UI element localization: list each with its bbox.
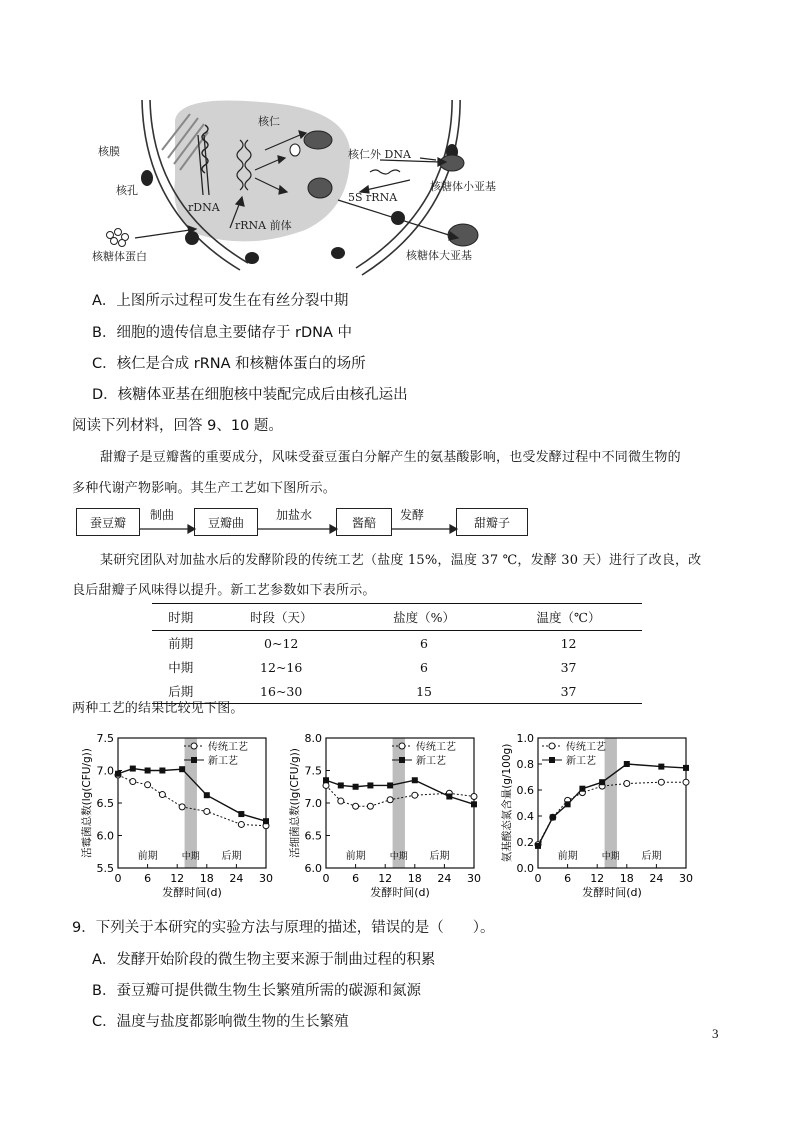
data-point	[387, 782, 393, 788]
data-point	[159, 792, 165, 798]
data-point	[599, 779, 605, 785]
table-row	[152, 655, 642, 679]
data-point	[338, 782, 344, 788]
data-point	[353, 803, 359, 809]
table-cell: 前期	[168, 636, 194, 651]
x-tick-label: 18	[407, 872, 422, 885]
data-point	[565, 801, 571, 807]
x-tick-label: 24	[649, 872, 664, 885]
data-point	[130, 779, 136, 785]
flow-arrow-label: 制曲	[150, 508, 175, 522]
x-tick-label: 6	[144, 872, 152, 885]
y-tick-label: 5.5	[96, 862, 114, 875]
q8-option-d: D．核糖体亚基在细胞核中装配完成后由核孔运出	[92, 387, 408, 403]
y-tick-label: 7.5	[96, 732, 114, 745]
y-tick-label: 7.0	[96, 764, 114, 778]
table-header: 温度（℃）	[495, 604, 642, 631]
data-point	[323, 777, 329, 783]
period-label: 中期	[389, 852, 408, 862]
flow-arrow-label: 加盐水	[276, 508, 313, 522]
q9-option-b: B．蚕豆瓣可提供微生物生长繁殖所需的碳源和氮源	[92, 983, 421, 999]
x-tick-label: 0	[534, 872, 542, 885]
y-tick-label: 6.0	[304, 862, 322, 875]
data-point	[323, 782, 329, 788]
mid-period-band	[605, 738, 617, 868]
data-point	[387, 797, 393, 803]
y-tick-label: 7.0	[304, 797, 322, 810]
label-small-subunit: 核糖体小亚基	[430, 180, 496, 193]
table-header: 时段（天）	[209, 604, 353, 631]
x-axis-label: 发酵时间(d)	[582, 886, 642, 899]
table-cell: 12~16	[260, 659, 303, 675]
legend-label: 传统工艺	[416, 742, 456, 753]
data-point	[338, 798, 344, 804]
data-point	[624, 781, 630, 787]
table-cell: 6	[420, 635, 428, 651]
table-cell: 中期	[168, 660, 194, 675]
data-point	[204, 808, 210, 814]
table-cell: 0~12	[264, 635, 299, 651]
flow-arrows	[0, 508, 794, 538]
label-nuclear-pore: 核孔	[116, 184, 138, 197]
x-tick-label: 6	[352, 872, 360, 885]
data-point	[658, 764, 664, 770]
data-point	[159, 768, 165, 774]
x-tick-label: 30	[259, 872, 273, 885]
material-p2-line1: 某研究团队对加盐水后的发酵阶段的传统工艺（盐度 15%，温度 37 ℃，发酵 30 天）进行了改良，改	[100, 553, 702, 568]
table-row	[152, 631, 642, 656]
x-tick-label: 12	[170, 872, 185, 885]
label-nuclear-membrane: 核膜	[98, 145, 120, 158]
data-point	[263, 818, 269, 824]
x-axis-label: 发酵时间(d)	[162, 886, 222, 899]
label-5s-rrna: 5S rRNA	[348, 191, 398, 204]
data-point	[658, 779, 664, 785]
legend-marker	[549, 757, 555, 763]
legend-label: 新工艺	[208, 756, 238, 767]
page-number: 3	[712, 1026, 719, 1041]
table-cell: 12	[560, 635, 577, 651]
x-tick-label: 12	[378, 872, 393, 885]
legend-label: 传统工艺	[566, 742, 606, 753]
period-label: 前期	[557, 851, 578, 862]
data-point	[145, 768, 151, 774]
y-tick-label: 6.5	[304, 829, 322, 843]
chart-amino-nitrogen-svg	[496, 730, 696, 900]
data-point	[367, 803, 373, 809]
table-cell: 37	[560, 659, 577, 675]
period-label: 中期	[181, 852, 200, 862]
y-axis-label: 氨基酸态氮含量(g/100g)	[501, 743, 513, 863]
period-label: 后期	[641, 851, 662, 862]
data-point	[683, 765, 689, 771]
x-tick-label: 30	[467, 872, 481, 885]
table-cell: 15	[353, 679, 495, 704]
y-tick-label: 0.8	[516, 758, 534, 771]
data-point	[471, 801, 477, 807]
x-axis-label: 发酵时间(d)	[370, 886, 430, 899]
flow-step: 甜瓣子	[456, 508, 528, 536]
flow-step: 酱醅	[336, 508, 392, 536]
x-tick-label: 0	[322, 872, 330, 885]
x-tick-label: 24	[437, 872, 452, 885]
data-point	[624, 761, 630, 767]
q9-stem: 9．下列关于本研究的实验方法与原理的描述，错误的是（ ）。	[72, 920, 495, 936]
chart-mold	[76, 730, 276, 904]
legend-label: 新工艺	[566, 756, 596, 767]
table-header: 时期	[152, 604, 209, 631]
table-cell: 16~30	[209, 679, 353, 704]
label-large-subunit: 核糖体大亚基	[406, 249, 472, 262]
y-tick-label: 7.5	[304, 764, 322, 778]
y-tick-label: 0.4	[516, 810, 534, 823]
data-point	[238, 811, 244, 817]
compare-text: 两种工艺的结果比较见下图。	[72, 701, 244, 716]
reading-intro: 阅读下列材料，回答 9、10 题。	[72, 418, 283, 434]
legend-marker	[399, 757, 405, 763]
y-axis-label: 活霉菌总数(lg(CFU/g))	[81, 748, 93, 858]
chart-mold-svg	[76, 730, 276, 900]
label-nucleolus: 核仁	[258, 115, 280, 128]
q9-option-a: A．发酵开始阶段的微生物主要来源于制曲过程的积累	[92, 952, 436, 968]
flow-step: 豆瓣曲	[194, 508, 258, 536]
period-label: 前期	[345, 851, 366, 862]
x-tick-label: 6	[564, 872, 572, 885]
y-axis-label: 活细菌总数(lg(CFU/g))	[289, 748, 301, 858]
data-point	[179, 804, 185, 810]
x-tick-label: 30	[679, 872, 693, 885]
y-tick-label: 8.0	[304, 732, 322, 745]
data-point	[130, 766, 136, 772]
table-cell: 6	[420, 659, 428, 675]
period-label: 后期	[429, 851, 450, 862]
label-rdna: rDNA	[188, 201, 220, 214]
data-point	[550, 814, 556, 820]
q8-option-a: A．上图所示过程可发生在有丝分裂中期	[92, 293, 349, 309]
data-point	[238, 821, 244, 827]
y-tick-label: 1.0	[516, 732, 534, 745]
data-point	[353, 784, 359, 790]
flow-arrow-label: 发酵	[400, 508, 425, 522]
data-point	[535, 843, 541, 849]
label-ribosomal-protein: 核糖体蛋白	[92, 250, 147, 263]
data-point	[204, 792, 210, 798]
label-extra-nucleolar-dna: 核仁外 DNA	[348, 148, 411, 161]
legend-label: 传统工艺	[208, 742, 248, 753]
q8-option-b: B．细胞的遗传信息主要储存于 rDNA 中	[92, 325, 353, 341]
data-point	[579, 786, 585, 792]
chart-amino-nitrogen	[496, 730, 696, 904]
legend-marker	[191, 743, 197, 749]
y-tick-label: 0.0	[516, 862, 534, 875]
data-point	[145, 782, 151, 788]
x-tick-label: 18	[199, 872, 214, 885]
data-point	[412, 792, 418, 798]
x-tick-label: 18	[619, 872, 634, 885]
q9-option-c: C．温度与盐度都影响微生物的生长繁殖	[92, 1014, 349, 1030]
flow-step: 蚕豆瓣	[76, 508, 140, 536]
period-label: 前期	[137, 851, 158, 862]
y-tick-label: 0.6	[516, 784, 534, 797]
y-tick-label: 6.0	[96, 829, 114, 843]
material-p1-line2: 多种代谢产物影响。其生产工艺如下图所示。	[72, 481, 337, 496]
x-tick-label: 0	[114, 872, 122, 885]
ribosome-diagram	[80, 100, 560, 278]
label-rrna-precursor: rRNA 前体	[235, 219, 292, 232]
period-label: 后期	[221, 851, 242, 862]
legend-marker	[399, 743, 405, 749]
data-point	[367, 782, 373, 788]
data-point	[115, 771, 121, 777]
legend-marker	[549, 743, 555, 749]
legend-marker	[191, 757, 197, 763]
x-tick-label: 12	[590, 872, 605, 885]
data-point	[446, 794, 452, 800]
table-cell: 37	[495, 679, 642, 704]
data-point	[683, 779, 689, 785]
period-label: 中期	[601, 852, 620, 862]
material-p2-line2: 良后甜瓣子风味得以提升。新工艺参数如下表所示。	[72, 583, 376, 598]
data-point	[179, 766, 185, 772]
chart-bacteria-svg	[284, 730, 484, 900]
y-tick-label: 6.5	[96, 797, 114, 810]
table-header: 盐度（%）	[353, 604, 495, 631]
x-tick-label: 24	[229, 872, 244, 885]
data-point	[471, 794, 477, 800]
y-tick-label: 0.2	[516, 836, 534, 849]
material-p1-line1: 甜瓣子是豆瓣酱的重要成分，风味受蚕豆蛋白分解产生的氨基酸影响，也受发酵过程中不同微生物的	[100, 450, 681, 465]
legend-label: 新工艺	[416, 756, 446, 767]
table-cell: 后期	[152, 679, 209, 704]
process-params-table	[152, 603, 642, 704]
chart-bacteria	[284, 730, 484, 904]
data-point	[412, 777, 418, 783]
q8-option-c: C．核仁是合成 rRNA 和核糖体蛋白的场所	[92, 356, 366, 372]
